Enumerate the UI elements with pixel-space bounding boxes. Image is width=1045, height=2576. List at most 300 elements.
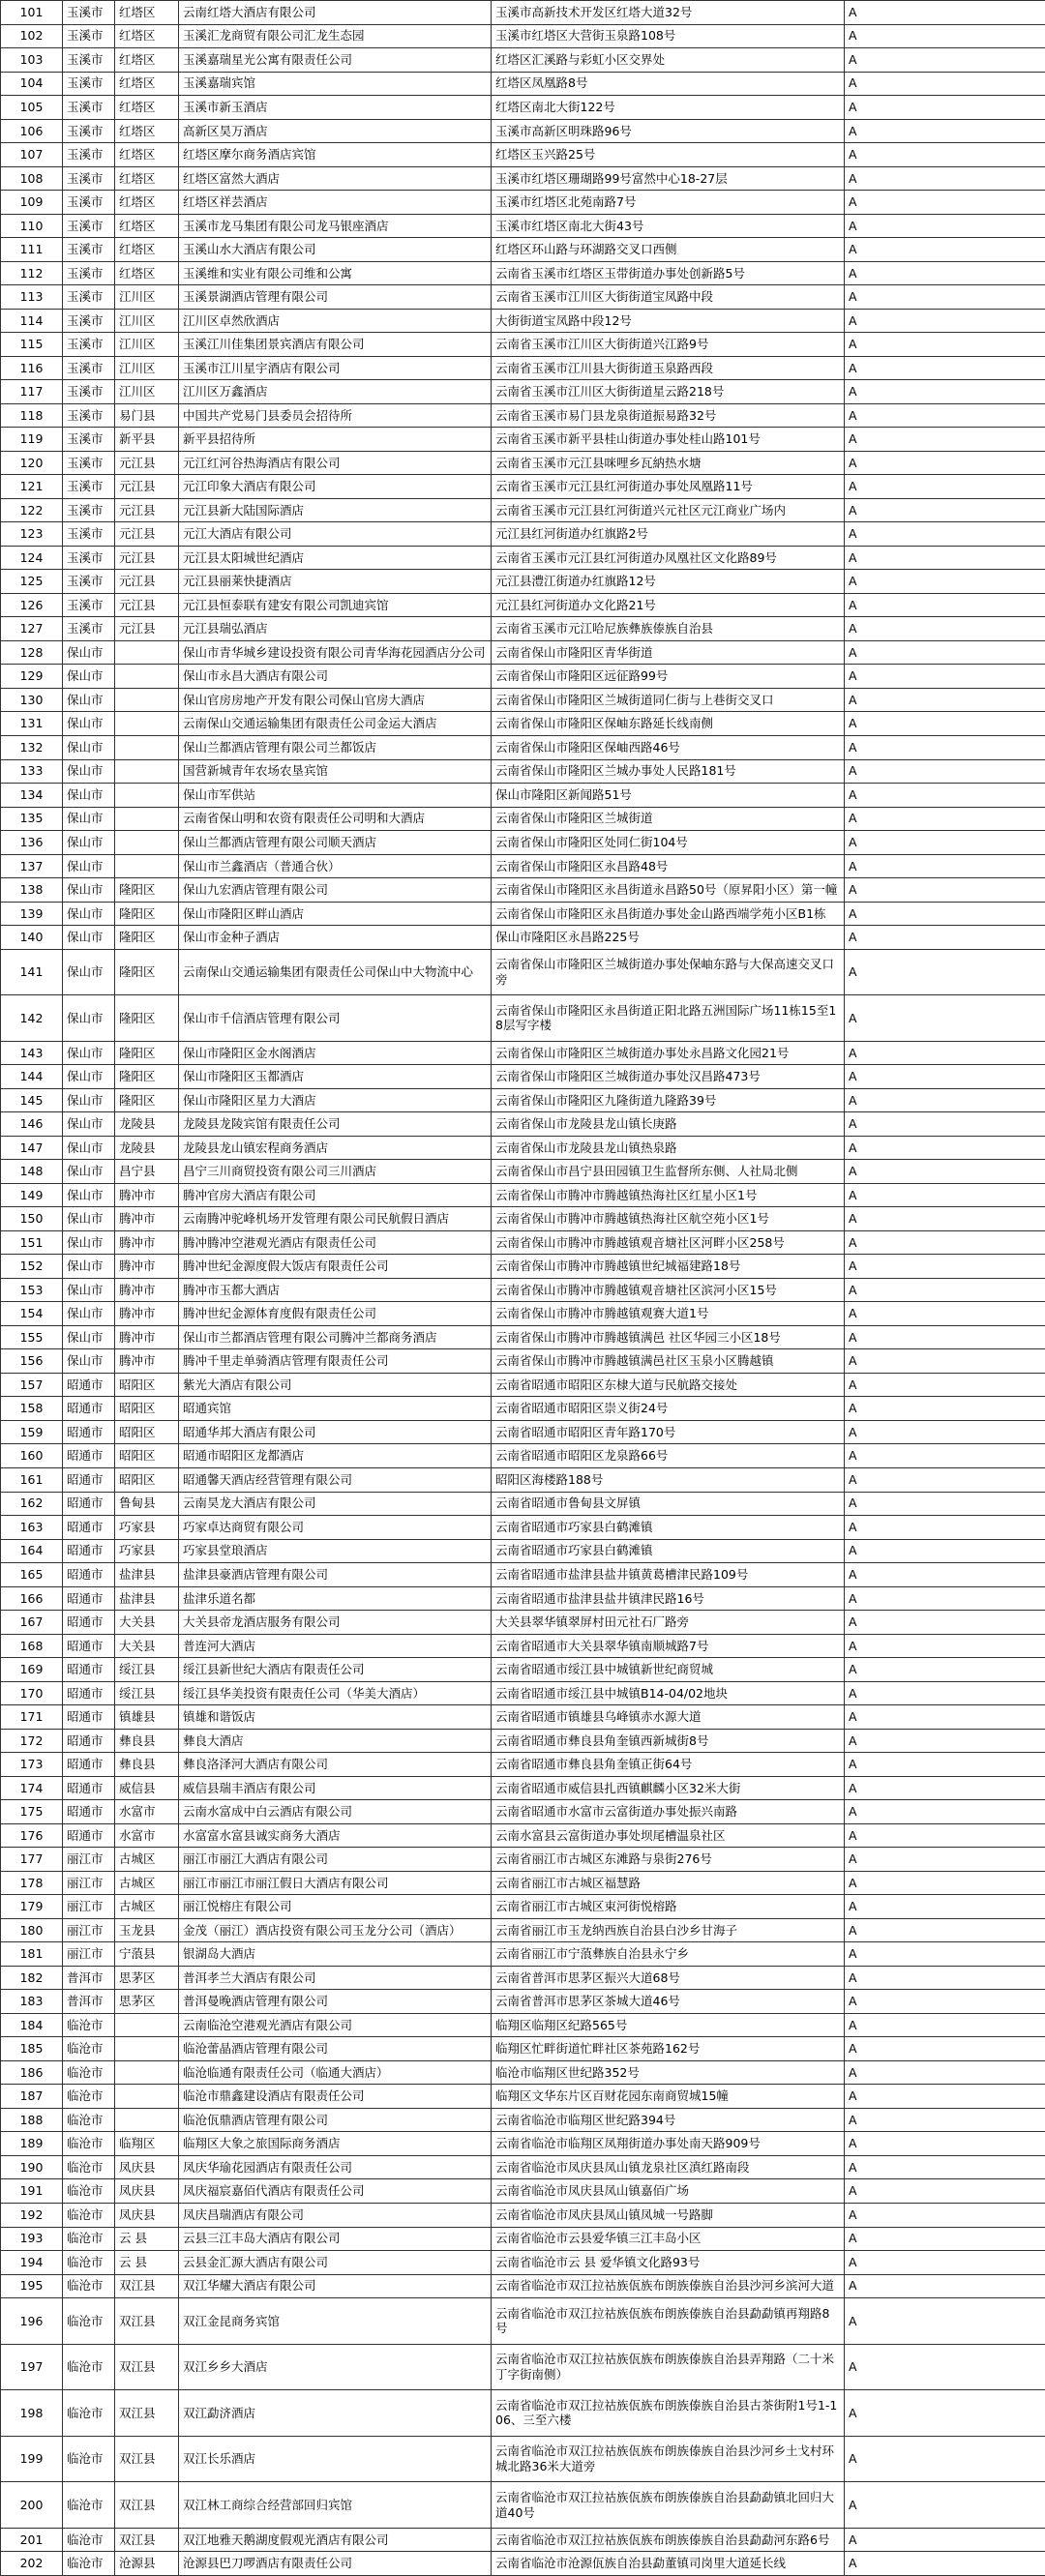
address-cell: 云南省昭通市昭阳区东棣大道与民航路交接处 xyxy=(492,1373,845,1397)
row-number: 142 xyxy=(1,995,63,1042)
table-row xyxy=(1,2179,1045,2204)
city-cell: 昭通市 xyxy=(63,1729,115,1753)
address-cell: 云南省临沧市双江拉祜族佤族布朗族傣族自治县勐勐镇北回归大道40号 xyxy=(492,2482,845,2529)
city-cell: 保山市 xyxy=(63,1041,115,1065)
address-cell: 云南省保山市龙陵县龙山镇热泉路 xyxy=(492,1136,845,1160)
district-cell: 红塔区 xyxy=(115,48,179,73)
level-cell: A xyxy=(845,2108,1045,2132)
row-number: 148 xyxy=(1,1160,63,1184)
table-row xyxy=(1,1492,1045,1516)
level-cell: A xyxy=(845,261,1045,285)
district-cell xyxy=(115,2060,179,2085)
table-row xyxy=(1,1823,1045,1848)
address-cell: 临沧市临翔区世纪路352号 xyxy=(492,2060,845,2085)
address-cell: 云南省玉溪市元江县红河街道办事处凤凰路11号 xyxy=(492,475,845,499)
row-number: 199 xyxy=(1,2436,63,2482)
city-cell: 玉溪市 xyxy=(63,333,115,357)
district-cell: 双江县 xyxy=(115,2344,179,2390)
district-cell: 绥江县 xyxy=(115,1681,179,1705)
level-cell: A xyxy=(845,1563,1045,1587)
city-cell: 保山市 xyxy=(63,902,115,926)
level-cell: A xyxy=(845,2344,1045,2390)
table-row xyxy=(1,48,1045,73)
level-cell: A xyxy=(845,1990,1045,2014)
row-number: 137 xyxy=(1,854,63,878)
district-cell: 红塔区 xyxy=(115,143,179,167)
row-number: 182 xyxy=(1,1966,63,1990)
table-row xyxy=(1,1373,1045,1397)
table-row xyxy=(1,570,1045,594)
city-cell: 临沧市 xyxy=(63,2436,115,2482)
level-cell: A xyxy=(845,1302,1045,1326)
table-row xyxy=(1,1753,1045,1777)
table-row xyxy=(1,784,1045,808)
row-number: 159 xyxy=(1,1420,63,1444)
row-number: 178 xyxy=(1,1871,63,1895)
row-number: 117 xyxy=(1,380,63,404)
address-cell: 云南水富县云富街道办事处坝尾槽温泉社区 xyxy=(492,1823,845,1848)
table-row xyxy=(1,261,1045,285)
city-cell: 保山市 xyxy=(63,1302,115,1326)
hotel-name-cell: 保山市兰都酒店管理有限公司腾冲兰都商务酒店 xyxy=(179,1325,492,1349)
city-cell: 玉溪市 xyxy=(63,403,115,428)
level-cell: A xyxy=(845,995,1045,1042)
hotel-name-cell: 红塔区祥芸酒店 xyxy=(179,191,492,215)
table-row xyxy=(1,2203,1045,2227)
row-number: 165 xyxy=(1,1563,63,1587)
city-cell: 昭通市 xyxy=(63,1468,115,1493)
district-cell: 玉龙县 xyxy=(115,1918,179,1942)
table-row xyxy=(1,2060,1045,2085)
hotel-name-cell: 保山市千信酒店管理有限公司 xyxy=(179,995,492,1042)
hotel-name-cell: 元江大酒店有限公司 xyxy=(179,522,492,547)
city-cell: 玉溪市 xyxy=(63,522,115,547)
row-number: 161 xyxy=(1,1468,63,1493)
address-cell: 云南省玉溪市红塔区玉带街道办事处创新路5号 xyxy=(492,261,845,285)
row-number: 162 xyxy=(1,1492,63,1516)
district-cell: 彝良县 xyxy=(115,1729,179,1753)
level-cell: A xyxy=(845,403,1045,428)
address-cell: 大街街道宝凤路中段12号 xyxy=(492,309,845,333)
row-number: 108 xyxy=(1,166,63,191)
hotel-name-cell: 云县三江丰岛大酒店有限公司 xyxy=(179,2227,492,2251)
table-row xyxy=(1,2298,1045,2345)
level-cell: A xyxy=(845,570,1045,594)
level-cell: A xyxy=(845,2482,1045,2529)
address-cell: 玉溪市高新区明珠路96号 xyxy=(492,119,845,143)
table-row xyxy=(1,1207,1045,1231)
district-cell: 隆阳区 xyxy=(115,1065,179,1089)
table-row xyxy=(1,1088,1045,1112)
city-cell: 玉溪市 xyxy=(63,261,115,285)
hotel-name-cell: 云南腾冲驼峰机场开发管理有限公司民航假日酒店 xyxy=(179,1207,492,1231)
level-cell: A xyxy=(845,333,1045,357)
table-row xyxy=(1,1136,1045,1160)
city-cell: 昭通市 xyxy=(63,1681,115,1705)
hotel-name-cell: 丽江市丽江市丽江假日大酒店有限公司 xyxy=(179,1871,492,1895)
city-cell: 玉溪市 xyxy=(63,214,115,238)
level-cell: A xyxy=(845,1895,1045,1919)
row-number: 135 xyxy=(1,807,63,831)
table-row xyxy=(1,1397,1045,1421)
hotel-name-cell: 国营新城青年农场农垦宾馆 xyxy=(179,759,492,784)
level-cell: A xyxy=(845,2528,1045,2552)
city-cell: 昭通市 xyxy=(63,1823,115,1848)
table-row xyxy=(1,665,1045,689)
district-cell: 沧源县 xyxy=(115,2552,179,2576)
city-cell: 保山市 xyxy=(63,735,115,759)
level-cell: A xyxy=(845,640,1045,665)
address-cell: 云南省昭通市威信县扎西镇麒麟小区32米大街 xyxy=(492,1776,845,1800)
table-row xyxy=(1,403,1045,428)
hotel-name-cell: 双江乡乡大酒店 xyxy=(179,2344,492,2390)
row-number: 202 xyxy=(1,2552,63,2576)
hotel-name-cell: 紫光大酒店有限公司 xyxy=(179,1373,492,1397)
city-cell: 玉溪市 xyxy=(63,166,115,191)
level-cell: A xyxy=(845,1705,1045,1730)
table-row xyxy=(1,522,1045,547)
level-cell: A xyxy=(845,1112,1045,1137)
level-cell: A xyxy=(845,166,1045,191)
level-cell: A xyxy=(845,428,1045,452)
city-cell: 昭通市 xyxy=(63,1776,115,1800)
address-cell: 云南省保山市腾冲市腾越镇满邑社区玉泉小区腾越镇 xyxy=(492,1349,845,1374)
address-cell: 云南省昭通市水富市云富街道办事处振兴南路 xyxy=(492,1800,845,1824)
district-cell xyxy=(115,712,179,736)
table-row xyxy=(1,640,1045,665)
hotel-name-cell: 红塔区富然大酒店 xyxy=(179,166,492,191)
address-cell: 云南省保山市龙陵县龙山镇长庚路 xyxy=(492,1112,845,1137)
hotel-name-cell: 云南省保山明和农资有限责任公司明和大酒店 xyxy=(179,807,492,831)
level-cell: A xyxy=(845,96,1045,120)
table-row xyxy=(1,1658,1045,1682)
row-number: 187 xyxy=(1,2085,63,2109)
hotel-name-cell: 银湖岛大酒店 xyxy=(179,1942,492,1967)
city-cell: 临沧市 xyxy=(63,2155,115,2179)
row-number: 106 xyxy=(1,119,63,143)
row-number: 120 xyxy=(1,451,63,475)
address-cell: 云南省昭通市镇雄县乌峰镇赤水源大道 xyxy=(492,1705,845,1730)
level-cell: A xyxy=(845,1729,1045,1753)
city-cell: 玉溪市 xyxy=(63,1,115,25)
district-cell: 双江县 xyxy=(115,2298,179,2345)
address-cell: 云南省保山市隆阳区九隆街道九隆路39号 xyxy=(492,1088,845,1112)
district-cell: 江川区 xyxy=(115,285,179,310)
address-cell: 云南省昭通市昭阳区崇义街24号 xyxy=(492,1397,845,1421)
hotel-name-cell: 临沧佤鼎酒店管理有限公司 xyxy=(179,2108,492,2132)
city-cell: 昭通市 xyxy=(63,1586,115,1611)
table-row xyxy=(1,1,1045,25)
address-cell: 云南省保山市腾冲市腾越镇热海社区航空苑小区1号 xyxy=(492,1207,845,1231)
city-cell: 昭通市 xyxy=(63,1634,115,1658)
district-cell: 昭阳区 xyxy=(115,1468,179,1493)
hotel-name-cell: 临沧蕾晶酒店管理有限公司 xyxy=(179,2037,492,2061)
table-row xyxy=(1,24,1045,48)
level-cell: A xyxy=(845,1397,1045,1421)
hotel-name-cell: 云南临沧空港观光酒店有限公司 xyxy=(179,2013,492,2037)
city-cell: 玉溪市 xyxy=(63,570,115,594)
table-row xyxy=(1,1349,1045,1374)
table-row xyxy=(1,1563,1045,1587)
level-cell: A xyxy=(845,1918,1045,1942)
table-row xyxy=(1,119,1045,143)
level-cell: A xyxy=(845,1539,1045,1563)
city-cell: 临沧市 xyxy=(63,2528,115,2552)
row-number: 190 xyxy=(1,2155,63,2179)
row-number: 149 xyxy=(1,1183,63,1207)
hotel-name-cell: 巧家卓达商贸有限公司 xyxy=(179,1516,492,1540)
city-cell: 玉溪市 xyxy=(63,119,115,143)
level-cell: A xyxy=(845,2298,1045,2345)
table-row xyxy=(1,1183,1045,1207)
row-number: 163 xyxy=(1,1516,63,1540)
address-cell: 云南省玉溪市江川区大街街道宝凤路中段 xyxy=(492,285,845,310)
row-number: 116 xyxy=(1,356,63,380)
address-cell: 云南省昭通市绥江县中城镇新世纪商贸城 xyxy=(492,1658,845,1682)
district-cell: 腾冲市 xyxy=(115,1349,179,1374)
city-cell: 保山市 xyxy=(63,1230,115,1255)
city-cell: 玉溪市 xyxy=(63,285,115,310)
address-cell: 云南省保山市隆阳区保岫东路延长线南侧 xyxy=(492,712,845,736)
district-cell: 红塔区 xyxy=(115,24,179,48)
hotel-name-cell: 金茂（丽江）酒店投资有限公司玉龙分公司（酒店） xyxy=(179,1918,492,1942)
city-cell: 保山市 xyxy=(63,949,115,995)
row-number: 195 xyxy=(1,2274,63,2298)
city-cell: 临沧市 xyxy=(63,2552,115,2576)
city-cell: 玉溪市 xyxy=(63,498,115,522)
hotel-name-cell: 保山九宏酒店管理有限公司 xyxy=(179,878,492,903)
table-row xyxy=(1,1255,1045,1279)
row-number: 152 xyxy=(1,1255,63,1279)
city-cell: 昭通市 xyxy=(63,1373,115,1397)
address-cell: 云南省玉溪市江川区大街街道星云路218号 xyxy=(492,380,845,404)
level-cell: A xyxy=(845,2013,1045,2037)
city-cell: 临沧市 xyxy=(63,2179,115,2204)
level-cell: A xyxy=(845,143,1045,167)
address-cell: 云南省昭通市盐津县盐井镇津民路16号 xyxy=(492,1586,845,1611)
address-cell: 云南省昭通市巧家县白鹤滩镇 xyxy=(492,1516,845,1540)
address-cell: 云南省玉溪市元江县红河街道办凤凰社区文化路89号 xyxy=(492,546,845,570)
hotel-name-cell: 双江地雅天鹅湖度假观光酒店有限公司 xyxy=(179,2528,492,2552)
district-cell: 凤庆县 xyxy=(115,2203,179,2227)
address-cell: 元江县澧江街道办红旗路12号 xyxy=(492,570,845,594)
address-cell: 云南省丽江市古城区东滩路与泉街276号 xyxy=(492,1848,845,1872)
row-number: 197 xyxy=(1,2344,63,2390)
row-number: 164 xyxy=(1,1539,63,1563)
row-number: 146 xyxy=(1,1112,63,1137)
table-row xyxy=(1,1325,1045,1349)
district-cell: 巧家县 xyxy=(115,1539,179,1563)
district-cell: 古城区 xyxy=(115,1871,179,1895)
level-cell: A xyxy=(845,617,1045,641)
row-number: 153 xyxy=(1,1278,63,1302)
hotel-name-cell: 玉溪山水大酒店有限公司 xyxy=(179,238,492,262)
hotel-name-cell: 昭通市昭阳区龙都酒店 xyxy=(179,1444,492,1468)
hotel-name-cell: 临沧临通有限责任公司（临通大酒店） xyxy=(179,2060,492,2085)
city-cell: 玉溪市 xyxy=(63,475,115,499)
address-cell: 云南省保山市腾冲市腾越镇观赛大道1号 xyxy=(492,1302,845,1326)
row-number: 115 xyxy=(1,333,63,357)
table-row xyxy=(1,1302,1045,1326)
hotel-name-cell: 凤庆昌瑞酒店有限公司 xyxy=(179,2203,492,2227)
hotel-name-cell: 巧家县堂琅酒店 xyxy=(179,1539,492,1563)
district-cell xyxy=(115,688,179,712)
city-cell: 普洱市 xyxy=(63,1990,115,2014)
table-row xyxy=(1,1041,1045,1065)
district-cell: 水富市 xyxy=(115,1823,179,1848)
district-cell: 思茅区 xyxy=(115,1966,179,1990)
address-cell: 临翔区忙畔街道忙畔社区茶苑路162号 xyxy=(492,2037,845,2061)
hotel-name-cell: 丽江市丽江大酒店有限公司 xyxy=(179,1848,492,1872)
level-cell: A xyxy=(845,2227,1045,2251)
district-cell: 江川区 xyxy=(115,356,179,380)
table-row xyxy=(1,2390,1045,2437)
table-row xyxy=(1,1966,1045,1990)
row-number: 144 xyxy=(1,1065,63,1089)
city-cell: 保山市 xyxy=(63,712,115,736)
district-cell: 水富市 xyxy=(115,1800,179,1824)
hotel-name-cell: 玉溪汇龙商贸有限公司汇龙生态园 xyxy=(179,24,492,48)
district-cell: 元江县 xyxy=(115,451,179,475)
hotel-name-cell: 元江县恒泰联有建安有限公司凯迪宾馆 xyxy=(179,593,492,617)
table-row xyxy=(1,2274,1045,2298)
city-cell: 昭通市 xyxy=(63,1444,115,1468)
row-number: 127 xyxy=(1,617,63,641)
level-cell: A xyxy=(845,1492,1045,1516)
row-number: 183 xyxy=(1,1990,63,2014)
district-cell: 易门县 xyxy=(115,403,179,428)
table-row xyxy=(1,831,1045,855)
table-row xyxy=(1,1444,1045,1468)
city-cell: 丽江市 xyxy=(63,1895,115,1919)
level-cell: A xyxy=(845,1373,1045,1397)
district-cell: 思茅区 xyxy=(115,1990,179,2014)
city-cell: 临沧市 xyxy=(63,2227,115,2251)
row-number: 155 xyxy=(1,1325,63,1349)
level-cell: A xyxy=(845,807,1045,831)
table-row xyxy=(1,428,1045,452)
hotel-name-cell: 玉溪景湖酒店管理有限公司 xyxy=(179,285,492,310)
table-row xyxy=(1,72,1045,96)
level-cell: A xyxy=(845,522,1045,547)
hotel-name-cell: 彝良大酒店 xyxy=(179,1729,492,1753)
hotel-name-cell: 龙陵县龙山镇宏程商务酒店 xyxy=(179,1136,492,1160)
table-row xyxy=(1,1065,1045,1089)
address-cell: 红塔区玉兴路25号 xyxy=(492,143,845,167)
city-cell: 昭通市 xyxy=(63,1420,115,1444)
level-cell: A xyxy=(845,2274,1045,2298)
row-number: 185 xyxy=(1,2037,63,2061)
district-cell: 江川区 xyxy=(115,380,179,404)
address-cell: 云南省玉溪市江川区大街街道兴江路9号 xyxy=(492,333,845,357)
address-cell: 云南省保山市隆阳区兰城街道办事处永昌路文化园21号 xyxy=(492,1041,845,1065)
city-cell: 保山市 xyxy=(63,1136,115,1160)
row-number: 129 xyxy=(1,665,63,689)
row-number: 188 xyxy=(1,2108,63,2132)
table-row xyxy=(1,759,1045,784)
hotel-name-cell: 普连河大酒店 xyxy=(179,1634,492,1658)
address-cell: 云南省保山市隆阳区远征路99号 xyxy=(492,665,845,689)
district-cell: 隆阳区 xyxy=(115,1088,179,1112)
district-cell xyxy=(115,807,179,831)
row-number: 169 xyxy=(1,1658,63,1682)
district-cell: 腾冲市 xyxy=(115,1278,179,1302)
table-row xyxy=(1,688,1045,712)
hotel-name-cell: 云南昊龙大酒店有限公司 xyxy=(179,1492,492,1516)
district-cell: 隆阳区 xyxy=(115,1041,179,1065)
hotel-name-cell: 临沧市鼎鑫建设酒店有限责任公司 xyxy=(179,2085,492,2109)
row-number: 128 xyxy=(1,640,63,665)
level-cell: A xyxy=(845,356,1045,380)
address-cell: 云南省普洱市思茅区茶城大道46号 xyxy=(492,1990,845,2014)
hotel-name-cell: 镇雄和谐饭店 xyxy=(179,1705,492,1730)
level-cell: A xyxy=(845,119,1045,143)
level-cell: A xyxy=(845,854,1045,878)
hotel-name-cell: 龙陵县龙陵宾馆有限责任公司 xyxy=(179,1112,492,1137)
hotel-name-cell: 盐津乐道名都 xyxy=(179,1586,492,1611)
district-cell: 红塔区 xyxy=(115,214,179,238)
table-row xyxy=(1,854,1045,878)
city-cell: 昭通市 xyxy=(63,1658,115,1682)
row-number: 109 xyxy=(1,191,63,215)
district-cell: 红塔区 xyxy=(115,119,179,143)
district-cell: 隆阳区 xyxy=(115,902,179,926)
table-row xyxy=(1,166,1045,191)
city-cell: 保山市 xyxy=(63,926,115,950)
address-cell: 云南省保山市腾冲市腾越镇满邑 社区华园三小区18号 xyxy=(492,1325,845,1349)
hotel-name-cell: 凤庆福宸嘉佰代酒店有限责任公司 xyxy=(179,2179,492,2204)
city-cell: 临沧市 xyxy=(63,2085,115,2109)
hotel-name-cell: 新平县招待所 xyxy=(179,428,492,452)
row-number: 113 xyxy=(1,285,63,310)
level-cell: A xyxy=(845,1468,1045,1493)
level-cell: A xyxy=(845,1183,1045,1207)
hotel-name-cell: 腾冲世纪金源度假大饭店有限责任公司 xyxy=(179,1255,492,1279)
district-cell: 江川区 xyxy=(115,309,179,333)
table-row xyxy=(1,143,1045,167)
city-cell: 临沧市 xyxy=(63,2482,115,2529)
level-cell: A xyxy=(845,2132,1045,2156)
hotel-name-cell: 云南保山交通运输集团有限责任公司保山中大物流中心 xyxy=(179,949,492,995)
address-cell: 云南省丽江市宁蒗彝族自治县永宁乡 xyxy=(492,1942,845,1967)
level-cell: A xyxy=(845,949,1045,995)
table-row xyxy=(1,475,1045,499)
district-cell xyxy=(115,831,179,855)
level-cell: A xyxy=(845,2085,1045,2109)
hotel-name-cell: 元江县丽莱快捷酒店 xyxy=(179,570,492,594)
district-cell: 凤庆县 xyxy=(115,2155,179,2179)
row-number: 186 xyxy=(1,2060,63,2085)
address-cell: 云南省昭通市大关县翠华镇南顺城路7号 xyxy=(492,1634,845,1658)
row-number: 166 xyxy=(1,1586,63,1611)
city-cell: 保山市 xyxy=(63,640,115,665)
level-cell: A xyxy=(845,1611,1045,1635)
city-cell: 保山市 xyxy=(63,1207,115,1231)
address-cell: 云南省临沧市双江拉祜族佤族布朗族傣族自治县沙河乡土戈村环城北路36米大道旁 xyxy=(492,2436,845,2482)
city-cell: 丽江市 xyxy=(63,1942,115,1967)
district-cell: 云 县 xyxy=(115,2251,179,2275)
hotel-name-cell: 保山官房房地产开发有限公司保山官房大酒店 xyxy=(179,688,492,712)
hotel-name-cell: 双江长乐酒店 xyxy=(179,2436,492,2482)
address-cell: 云南省保山市昌宁县田园镇卫生监督所东侧、人社局北侧 xyxy=(492,1160,845,1184)
table-row xyxy=(1,1586,1045,1611)
hotel-name-cell: 元江红河谷热海酒店有限公司 xyxy=(179,451,492,475)
address-cell: 云南省临沧市凤庆县凤山镇嘉佰广场 xyxy=(492,2179,845,2204)
address-cell: 云南省临沧市双江拉祜族佤族布朗族傣族自治县勐勐镇再翔路8号 xyxy=(492,2298,845,2345)
hotel-name-cell: 昭通宾馆 xyxy=(179,1397,492,1421)
table-row xyxy=(1,1468,1045,1493)
level-cell: A xyxy=(845,1444,1045,1468)
